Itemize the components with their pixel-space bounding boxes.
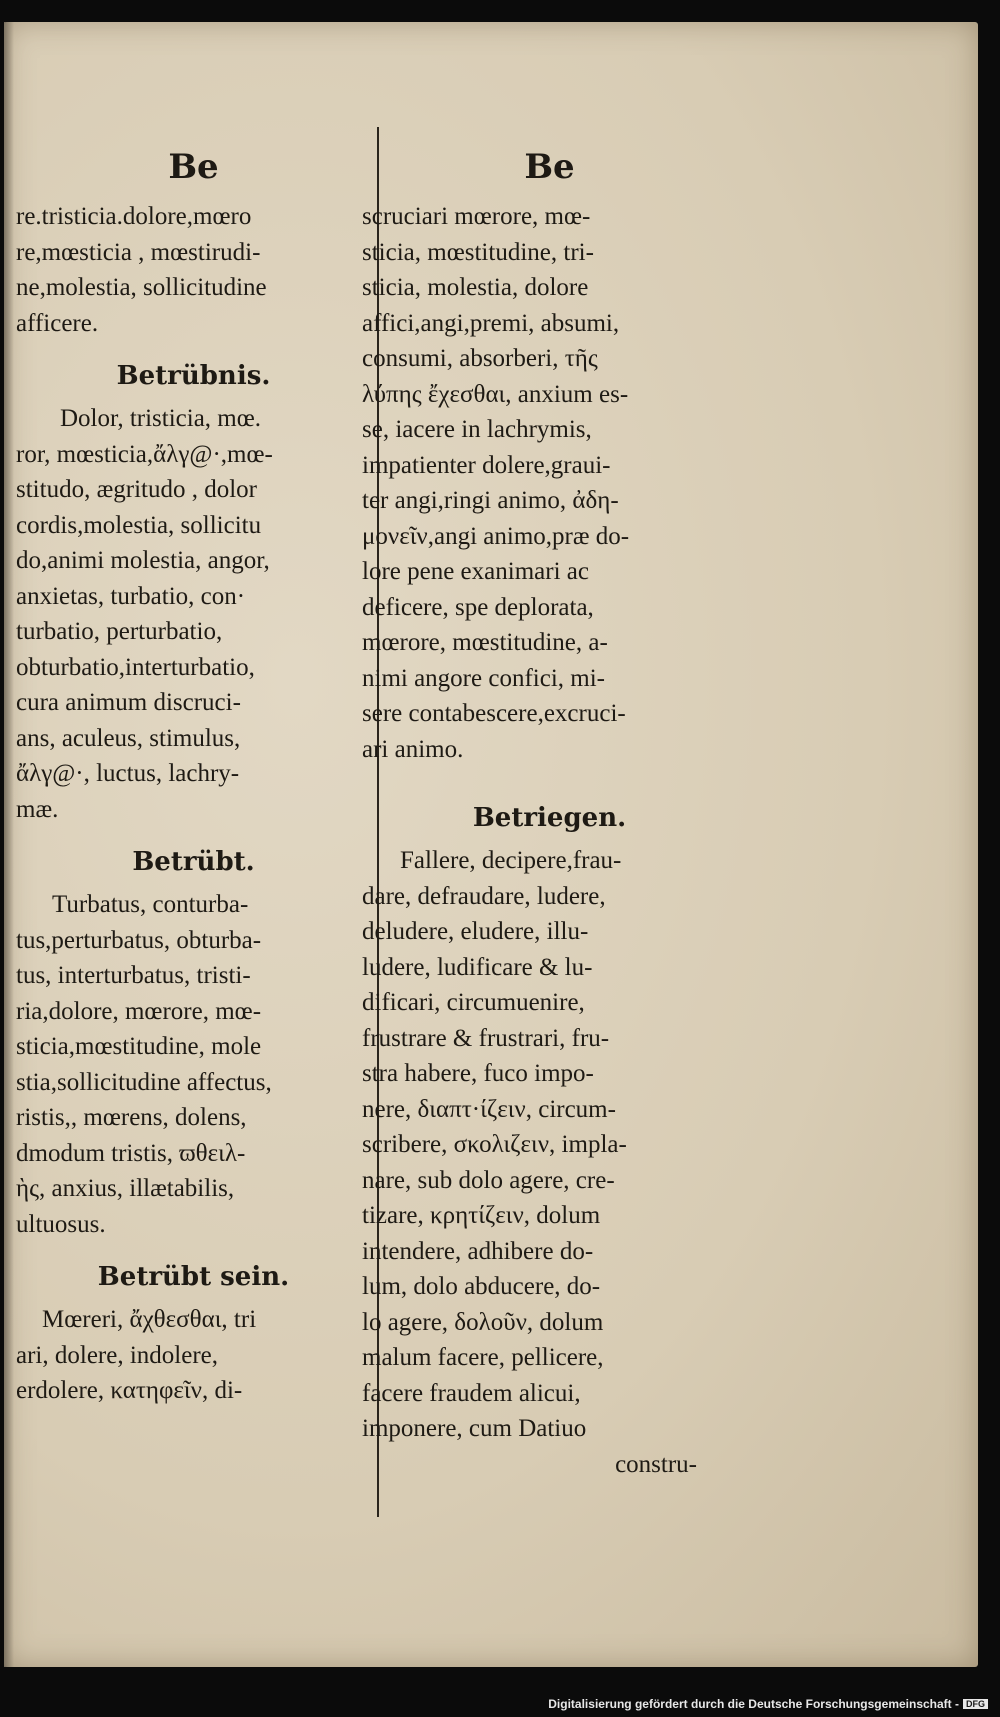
text-line: obturbatio,interturbatio, <box>16 653 255 681</box>
text-line: affici,angi,premi, absumi, <box>362 309 620 337</box>
text-line: facere fraudem alicui, <box>362 1379 581 1407</box>
entry-betruebnis <box>16 401 371 827</box>
text-line: mœrore, mœstitudine, a- <box>362 629 608 656</box>
text-line: ari, dolere, indolere, <box>16 1341 218 1369</box>
text-line: ristis,, mœrens, dolens, <box>16 1104 247 1131</box>
text-line: tizare, κρητίζειν, dolum <box>362 1202 601 1229</box>
running-head-right: Be <box>524 147 575 187</box>
text-line: turbatio, perturbatio, <box>16 618 223 645</box>
text-line: ludere, ludificare & lu- <box>362 953 593 981</box>
entry-betriegen <box>362 843 737 1482</box>
entry-betruebt-sein <box>16 1302 371 1409</box>
text-line: cordis,molestia, sollicitu <box>16 511 262 539</box>
text-line: do,animi molestia, angor, <box>16 547 270 574</box>
text-line: ter angi,ringi animo, ἀδη- <box>362 487 619 514</box>
text-line: deludere, eludere, illu- <box>362 918 589 945</box>
text-line: Dolor, tristicia, mœ. <box>60 405 262 432</box>
text-line: stitudo, ægritudo , dolor <box>16 476 257 503</box>
text-line: μονεῖν,angi animo,præ do- <box>362 522 630 550</box>
credit-text: Digitalisierung gefördert durch die Deutsche Forschungsgemeinschaft - <box>548 1697 959 1711</box>
text-line: malum facere, pellicere, <box>362 1344 604 1371</box>
text-line: Mœreri, ἄχθεσθαι, tri <box>42 1306 257 1333</box>
text-line: lore pene exanimari ac <box>362 558 589 585</box>
text-line: λύπης ἔχεσθαι, anxium es- <box>362 380 629 408</box>
text-line: stia,sollicitudine affectus, <box>16 1068 272 1096</box>
text-line: Turbatus, conturba- <box>52 891 249 918</box>
text-line: nimi angore confici, mi- <box>362 664 605 692</box>
text-line: deficere, spe deplorata, <box>362 593 594 621</box>
text-line: scribere, σκολιζειν, impla- <box>362 1131 627 1158</box>
left-continuation <box>16 199 371 341</box>
digitization-credit <box>548 1697 988 1711</box>
text-line: lo agere, δολοῦν, dolum <box>362 1308 604 1336</box>
entry-betruebt <box>16 887 371 1242</box>
text-line: sere contabescere,excruci- <box>362 700 626 727</box>
text-line: sticia,mœstitudine, mole <box>16 1033 262 1060</box>
text-line: ne,molestia, sollicitudine <box>16 274 267 301</box>
text-line: intendere, adhibere do- <box>362 1237 594 1265</box>
text-line: imponere, cum Datiuo <box>362 1415 587 1442</box>
headword-betruebt: Betrübt. <box>132 847 255 877</box>
text-line: ὴς, anxius, illætabilis, <box>16 1175 235 1202</box>
headword-betruebt-sein: Betrübt sein. <box>97 1262 290 1292</box>
page-gutter-shadow <box>4 22 14 1667</box>
text-line: re,mœsticia , mœstirudi- <box>16 238 261 266</box>
text-line: tus, interturbatus, tristi- <box>16 962 251 989</box>
text-line: scruciari mœrore, mœ- <box>362 203 591 230</box>
text-line: dare, defraudare, ludere, <box>362 882 606 910</box>
text-line: Fallere, decipere,frau- <box>400 847 622 874</box>
book-page <box>4 22 978 1667</box>
text-line: ans, aculeus, stimulus, <box>16 724 241 752</box>
text-line: dmodum tristis, ϖθειλ- <box>16 1139 246 1167</box>
text-line: nere, διαπτ·ίζειν, circum- <box>362 1095 616 1123</box>
right-column <box>362 147 737 1482</box>
text-line: frustrare & frustrari, fru- <box>362 1024 610 1052</box>
text-line: sticia, molestia, dolore <box>362 274 589 301</box>
left-column <box>16 147 371 1409</box>
text-line: ria,dolore, mœrore, mœ- <box>16 997 262 1025</box>
text-line: mæ. <box>16 795 59 823</box>
text-line: lum, dolo abducere, do- <box>362 1273 601 1300</box>
right-continuation <box>362 199 737 767</box>
text-line: impatienter dolere,graui- <box>362 451 611 479</box>
text-line: sticia, mœstitudine, tri- <box>362 238 594 266</box>
text-line: ror, mœsticia,ἄλγ@·,mœ- <box>16 440 273 468</box>
text-line: dificari, circumuenire, <box>362 989 585 1016</box>
text-line: re.tristicia.dolore,mœro <box>16 203 252 230</box>
text-line: se, iacere in lachrymis, <box>362 416 592 443</box>
headword-betriegen: Betriegen. <box>472 803 627 833</box>
headword-betruebnis: Betrübnis. <box>116 361 271 391</box>
text-line: tus,perturbatus, obturba- <box>16 926 262 954</box>
running-head-left: Be <box>168 147 219 187</box>
text-line: nare, sub dolo agere, cre- <box>362 1166 615 1194</box>
text-line: afficere. <box>16 309 99 337</box>
text-line: erdolere, κατηφεῖν, di- <box>16 1377 243 1404</box>
text-line: ἄλγ@·, luctus, lachry- <box>16 760 240 787</box>
text-line: stra habere, fuco impo- <box>362 1060 594 1087</box>
dfg-logo: DFG <box>963 1699 988 1709</box>
text-line: cura animum discruci- <box>16 689 241 716</box>
text-line: anxietas, turbatio, con· <box>16 582 246 610</box>
text-line: constru- <box>615 1450 697 1478</box>
text-line: ultuosus. <box>16 1210 106 1238</box>
text-line: consumi, absorberi, τῆς <box>362 345 598 372</box>
text-line: ari animo. <box>362 735 464 763</box>
